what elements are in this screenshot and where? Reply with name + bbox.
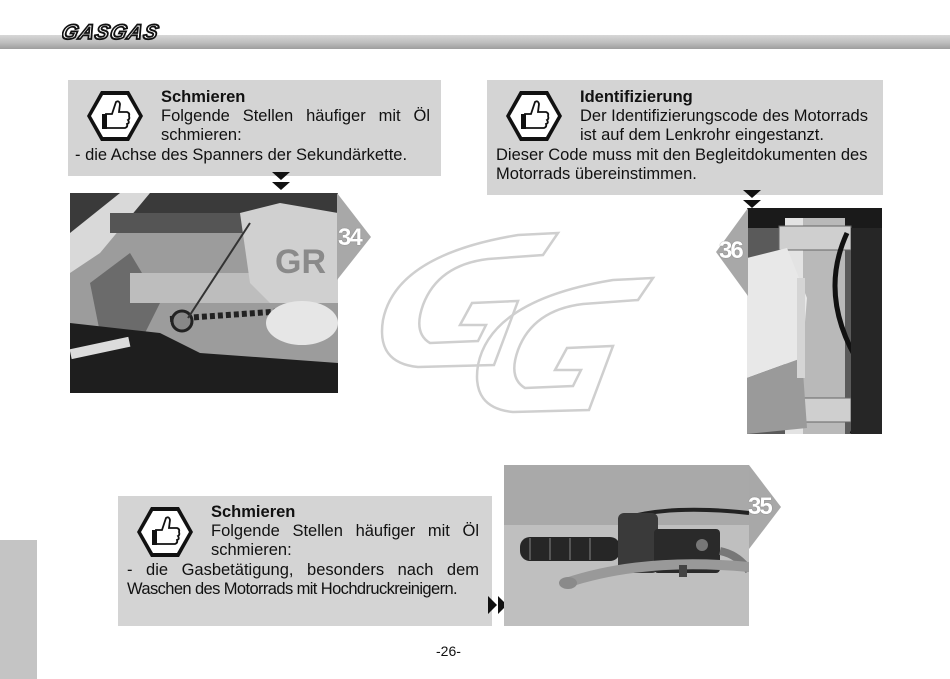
note-identification (487, 80, 883, 195)
note-text-line: Folgende Stellen häufiger mit Öl (161, 107, 430, 125)
chain-tensioner-photo (70, 193, 338, 393)
note-text-line: Waschen des Motorrads mit Hochdruckreinigern. (127, 580, 458, 598)
note-title: Identifizierung (580, 88, 693, 106)
note-title: Schmieren (211, 503, 296, 521)
thumbs-up-hexagon-icon (136, 506, 194, 558)
brand-logo (62, 20, 204, 44)
note-title: Schmieren (161, 88, 246, 106)
figure-number-badge (714, 208, 750, 296)
gg-watermark (368, 225, 658, 435)
note-text-line: schmieren: (161, 126, 242, 144)
figure-number-badge (747, 465, 783, 549)
note-chain-lubrication (68, 80, 441, 176)
figure-number: 36 (719, 237, 742, 264)
thumbs-up-hexagon-icon (86, 90, 144, 142)
note-text-line: Dieser Code muss mit den Begleitdokumenten des (496, 146, 868, 164)
figure-number-badge (337, 193, 377, 280)
note-text-line: ist auf dem Lenkrohr eingestanzt. (580, 126, 824, 144)
steering-head-photo (747, 208, 882, 434)
note-text-line: Der Identifizierungscode des Motorrads (580, 107, 868, 125)
note-text-line: Folgende Stellen häufiger mit Öl (211, 522, 479, 540)
note-text-line: - die Achse des Spanners der Sekundärkette. (75, 146, 408, 164)
note-throttle-lubrication (118, 496, 492, 626)
figure-number: 35 (748, 493, 771, 520)
note-text-line: Motorrads übereinstimmen. (496, 165, 697, 183)
throttle-photo (504, 465, 749, 626)
note-text-line: schmieren: (211, 541, 292, 559)
note-text-line: - die Gasbetätigung, besonders nach dem (127, 561, 479, 579)
thumbs-up-hexagon-icon (505, 90, 563, 142)
svg-text:GR: GR (275, 243, 326, 281)
figure-number: 34 (338, 224, 361, 251)
brand-logo-text: GASGAS (62, 20, 162, 44)
side-tab (0, 540, 37, 679)
page-number: -26- (436, 643, 461, 659)
